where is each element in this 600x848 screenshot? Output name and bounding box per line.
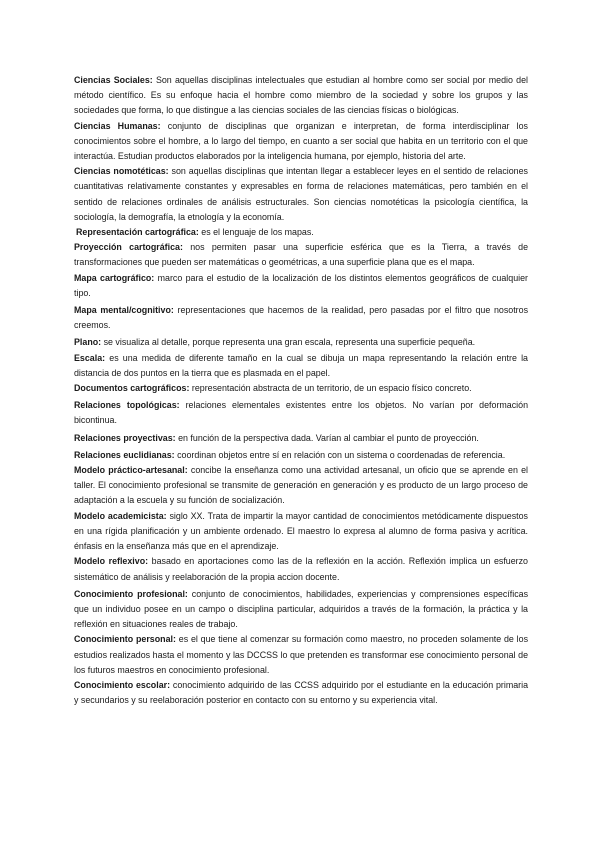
document-body — [74, 73, 528, 708]
entry-term: Modelo academicista: — [74, 510, 167, 521]
entry-term: Ciencias Sociales: — [74, 75, 153, 85]
entry-definition: es el lenguaje de los mapas. — [201, 227, 314, 238]
entry-definition: conocimiento adquirido de las CCSS adquirido por el estudiante en la educación primaria y secundarios y su reelaboración posterior en contacto con su entorno y su experiencia vital. — [74, 679, 529, 706]
entry-term: Relaciones euclidianas: — [74, 449, 175, 460]
entry-term: Documentos cartográficos: — [74, 383, 190, 394]
entry-term: Ciencias Humanas: — [74, 120, 161, 131]
entry-relaciones-euclidianas — [74, 448, 528, 463]
entry-escala — [74, 351, 528, 381]
entry-term: Relaciones proyectivas: — [74, 432, 176, 443]
entry-proyeccion-cartografica — [74, 240, 528, 270]
entry-term: Proyección cartográfica: — [74, 242, 183, 253]
entry-term: Conocimiento personal: — [74, 634, 176, 645]
entry-ciencias-sociales — [74, 73, 528, 119]
entry-definition: relaciones elementales existentes entre los objetos. No varían por deformación bicontinua. — [74, 400, 529, 426]
entry-conocimiento-escolar — [74, 678, 528, 708]
entry-term: Mapa cartográfico: — [74, 272, 155, 283]
entry-definition: concibe la enseñanza como una actividad artesanal, un oficio que se aprende en el taller. El conocimiento profesional se transmite de generación en generación y es producto de un largo proceso de adaptación a la escuela y su función de socialización. — [74, 465, 528, 506]
entry-term: Mapa mental/cognitivo: — [74, 305, 174, 316]
entry-modelo-academicista — [74, 509, 528, 555]
entry-ciencias-nomoteticas — [74, 164, 528, 225]
entry-mapa-cartografico — [74, 271, 528, 301]
entry-definition: es el que tiene al comenzar su formación como maestro, no proceden solamente de los estudios realizados hasta el momento y las DCCSS lo que pretenden es transformar ese conocimiento personal de los futuros maestros en conocimiento profesional. — [74, 634, 529, 675]
entry-definition: siglo XX. Trata de impartir la mayor cantidad de conocimientos metódicamente dispuestos en una rígida planificación y un ambiente ordenado. El maestro lo expresa al alumno de forma pasiva y acrítica. énfasis en la enseñanza más que en el aprendizaje. — [74, 510, 528, 552]
entry-definition: es una medida de diferente tamaño en la cual se dibuja un mapa representando la relación entre la distancia de dos puntos en la tierra que es plasmada en el papel. — [74, 352, 528, 378]
entry-plano — [74, 335, 528, 350]
entry-term: Modelo reflexivo: — [74, 556, 149, 567]
entry-relaciones-proyectivas — [74, 431, 528, 446]
entry-definition: conjunto de conocimientos, habilidades, experiencias y comprensiones específicas que un individuo posee en un campo o disciplina particular, adquiridos a través de la formación, la práctica y la reflexión en situaciones reales de trabajo. — [74, 588, 529, 630]
entry-modelo-reflexivo — [74, 554, 528, 584]
entry-definition: representaciones que hacemos de la realidad, pero pasadas por el filtro que nosotros creemos. — [74, 305, 529, 331]
entry-term: Relaciones topológicas: — [74, 400, 180, 411]
entry-definition: Son aquellas disciplinas intelectuales que estudian al hombre como ser social por medio del método científico. Es su enfoque hacia el hombre como miembro de la sociedad y sobre los grupos y las sociedades que forma, lo que distingue a las ciencias sociales de las ciencias físicas o biológicas. — [74, 75, 528, 116]
entry-definition: representación abstracta de un territorio, de un espacio físico concreto. — [191, 383, 472, 394]
entry-term: Conocimiento profesional: — [74, 588, 188, 599]
entry-definition: marco para el estudio de la localización de los distintos elementos geográficos de cualquier tipo. — [74, 272, 529, 298]
entry-relaciones-topologicas — [74, 398, 528, 428]
entry-term: Representación cartográfica: — [76, 227, 199, 238]
entry-definition: basado en aportaciones como las de la reflexión en la acción. Reflexión implica un esfuerzo sistemático de análisis y reelaboración de la propia accion docente. — [74, 556, 528, 582]
entry-definition: en función de la perspectiva dada. Varían al cambiar el punto de proyección. — [178, 432, 479, 443]
entry-representacion-cartografica — [74, 225, 528, 240]
entry-term: Plano: — [74, 337, 102, 348]
entry-term: Ciencias nomotéticas: — [74, 166, 169, 177]
entry-ciencias-humanas — [74, 119, 528, 165]
entry-term: Escala: — [74, 352, 106, 363]
entry-definition: coordinan objetos entre sí en relación con un sistema o coordenadas de referencia. — [177, 449, 506, 460]
entry-term: Modelo práctico-artesanal: — [74, 465, 188, 476]
entry-definition: conjunto de disciplinas que organizan e interpretan, de forma interdisciplinar los conocimientos sobre el hombre, a lo largo del tiempo, en cuanto a ser social que habita en un territorio con el que interactúa. Estudian productos elaborados por la inteligencia humana, por ejemplo, historia del arte. — [74, 120, 528, 162]
entry-conocimiento-personal — [74, 632, 528, 678]
entry-definition: son aquellas disciplinas que intentan llegar a establecer leyes en el sentido de relaciones cuantitativas relativamente constantes y expresables en forma de relaciones matemáticas, pero también en el sentido de relaciones ordinales de análisis estructurales. Son ciencias nomotéticas la psicología científica, la sociología, la demografía, la etnología y la economía. — [74, 166, 528, 222]
entry-documentos-cartograficos — [74, 381, 528, 396]
entry-conocimiento-profesional — [74, 587, 528, 633]
entry-mapa-mental — [74, 303, 528, 333]
entry-term: Conocimiento escolar: — [74, 679, 171, 690]
entry-definition: se visualiza al detalle, porque representa una gran escala, representa una superficie pequeña. — [103, 337, 476, 348]
entry-modelo-practico-artesanal — [74, 463, 528, 509]
entry-definition: nos permiten pasar una superficie esférica que es la Tierra, a través de transformaciones que pueden ser matemáticas o geométricas, a una superficie plana que es el mapa. — [74, 242, 529, 268]
